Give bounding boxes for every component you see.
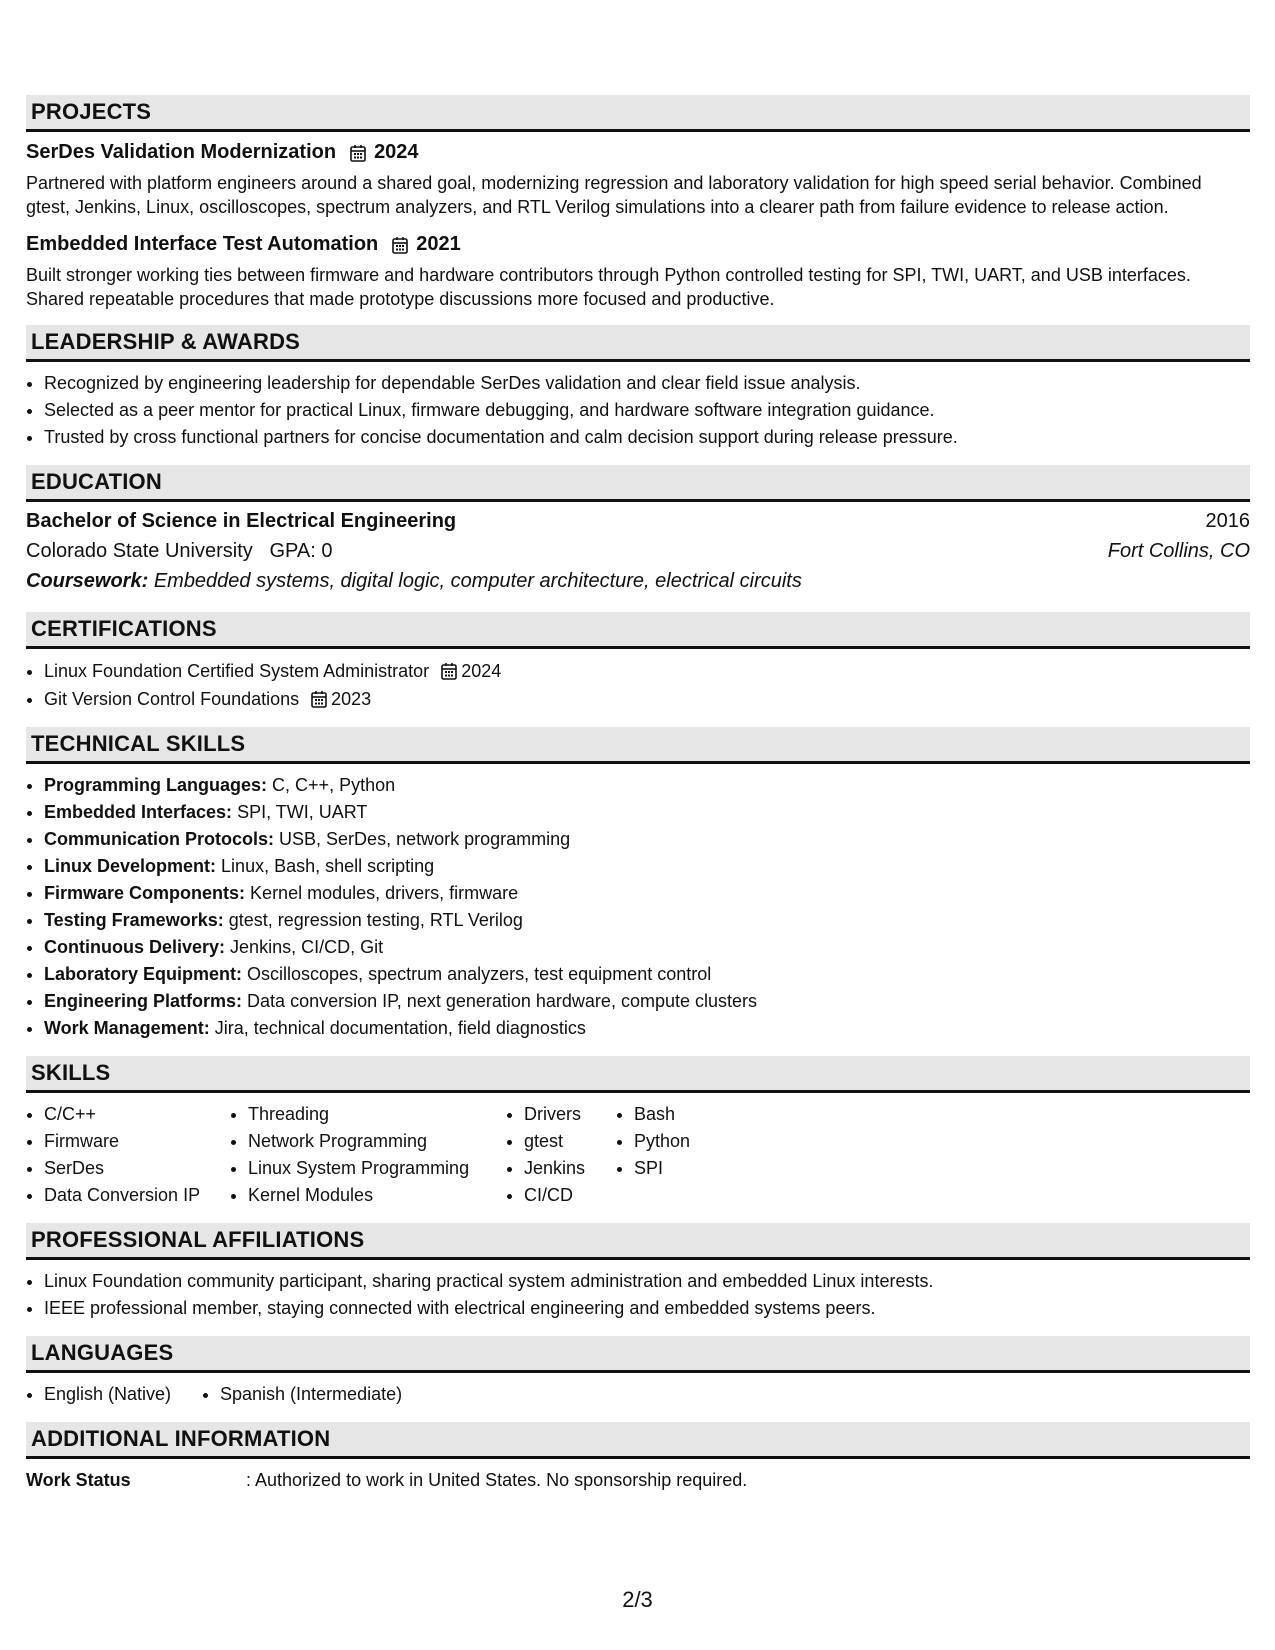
certification-name: • Git Version Control Foundations bbox=[44, 689, 300, 709]
section-heading-projects: PROJECTS bbox=[26, 95, 1250, 132]
list-item: • English (Native) bbox=[44, 1381, 202, 1408]
list-item: • Continuous Delivery: Jenkins, CI/CD, Git bbox=[44, 934, 1250, 961]
list-item: • Bash bbox=[634, 1101, 690, 1128]
list-item: • Engineering Platforms: Data conversion IP, next generation hardware, compute clusters bbox=[44, 988, 1250, 1015]
list-item: • Linux Development: Linux, Bash, shell scripting bbox=[44, 853, 1250, 880]
resume-page bbox=[26, 95, 1250, 1494]
education-entry bbox=[26, 506, 1250, 596]
project-description: Built stronger working ties between firmware and hardware contributors through Python controlled testing for SPI, TWI, UART, and USB interfaces. Shared repeatable procedures that made prototype discussions more focused and productive. bbox=[26, 265, 1191, 309]
section-heading-certifications: CERTIFICATIONS bbox=[26, 612, 1250, 649]
skills-grid bbox=[26, 1101, 1250, 1209]
certification-year: 2024 bbox=[461, 661, 502, 681]
section-heading-skills: SKILLS bbox=[26, 1056, 1250, 1093]
work-status-label: Work Status bbox=[26, 1470, 131, 1490]
languages-list bbox=[26, 1381, 1250, 1408]
work-status-row bbox=[26, 1467, 1250, 1494]
project-title: Embedded Interface Test Automation bbox=[26, 233, 379, 255]
list-item: • CI/CD bbox=[524, 1182, 616, 1209]
project-description: Partnered with platform engineers around a shared goal, modernizing regression and laboratory validation for high speed serial behavior. Combined gtest, Jenkins, Linux, oscilloscopes, spectrum analyzers, and RTL Verilog simulations into a clearer path from failure evidence to release action. bbox=[26, 173, 1202, 217]
list-item: • Threading bbox=[248, 1101, 506, 1128]
section-heading-affiliations: PROFESSIONAL AFFILIATIONS bbox=[26, 1223, 1250, 1260]
coursework: Embedded systems, digital logic, computer architecture, electrical circuits bbox=[153, 570, 802, 592]
section-heading-additional-information: ADDITIONAL INFORMATION bbox=[26, 1422, 1250, 1459]
section-heading-languages: LANGUAGES bbox=[26, 1336, 1250, 1373]
list-item: • Work Management: Jira, technical documentation, field diagnostics bbox=[44, 1015, 1250, 1042]
coursework-label: Coursework: bbox=[26, 570, 149, 592]
project-item bbox=[26, 141, 1250, 219]
list-item: • Python bbox=[634, 1128, 690, 1155]
calendar-icon bbox=[311, 690, 327, 708]
skills-column bbox=[230, 1101, 506, 1209]
page-number: 2/3 bbox=[622, 1587, 653, 1612]
skills-column bbox=[616, 1101, 690, 1209]
list-item: • Trusted by cross functional partners for concise documentation and calm decision support during release pressure. bbox=[44, 424, 1250, 451]
list-item bbox=[44, 657, 1250, 685]
list-item: • Linux System Programming bbox=[248, 1155, 506, 1182]
certification-year: 2023 bbox=[331, 689, 372, 709]
list-item: • Spanish (Intermediate) bbox=[220, 1381, 402, 1408]
list-item: • gtest bbox=[524, 1128, 616, 1155]
calendar-icon bbox=[392, 236, 408, 254]
list-item: • Embedded Interfaces: SPI, TWI, UART bbox=[44, 799, 1250, 826]
gpa: GPA: 0 bbox=[269, 540, 333, 562]
leadership-list bbox=[26, 370, 1250, 451]
list-item: • Firmware bbox=[44, 1128, 230, 1155]
school-name: Colorado State University bbox=[26, 540, 253, 562]
section-heading-leadership: LEADERSHIP & AWARDS bbox=[26, 325, 1250, 362]
list-item: • Drivers bbox=[524, 1101, 616, 1128]
skills-column bbox=[26, 1101, 230, 1209]
list-item: • Network Programming bbox=[248, 1128, 506, 1155]
list-item: • C/C++ bbox=[44, 1101, 230, 1128]
list-item: • Programming Languages: C, C++, Python bbox=[44, 772, 1250, 799]
work-status-value: : Authorized to work in United States. No sponsorship required. bbox=[246, 1470, 748, 1490]
list-item: • SerDes bbox=[44, 1155, 230, 1182]
list-item: • Linux Foundation community participant, sharing practical system administration and embedded Linux interests. bbox=[44, 1268, 1250, 1295]
list-item: • Jenkins bbox=[524, 1155, 616, 1182]
affiliations-list bbox=[26, 1268, 1250, 1322]
project-item bbox=[26, 233, 1250, 311]
certification-list bbox=[26, 657, 1250, 713]
certification-name: • Linux Foundation Certified System Administrator bbox=[44, 661, 430, 681]
technical-skills-list bbox=[26, 772, 1250, 1042]
project-title: SerDes Validation Modernization bbox=[26, 141, 337, 163]
list-item: • Recognized by engineering leadership for dependable SerDes validation and clear field issue analysis. bbox=[44, 370, 1250, 397]
calendar-icon bbox=[441, 662, 457, 680]
list-item: • Firmware Components: Kernel modules, drivers, firmware bbox=[44, 880, 1250, 907]
graduation-year: 2016 bbox=[1205, 510, 1250, 532]
list-item: • Testing Frameworks: gtest, regression testing, RTL Verilog bbox=[44, 907, 1250, 934]
list-item: • Selected as a peer mentor for practical Linux, firmware debugging, and hardware software integration guidance. bbox=[44, 397, 1250, 424]
list-item: • Data Conversion IP bbox=[44, 1182, 230, 1209]
section-heading-technical-skills: TECHNICAL SKILLS bbox=[26, 727, 1250, 764]
skills-column bbox=[506, 1101, 616, 1209]
list-item: • Communication Protocols: USB, SerDes, network programming bbox=[44, 826, 1250, 853]
list-item: • IEEE professional member, staying connected with electrical engineering and embedded systems peers. bbox=[44, 1295, 1250, 1322]
project-year: 2021 bbox=[416, 233, 461, 255]
degree: Bachelor of Science in Electrical Engineering bbox=[26, 510, 457, 532]
list-item: • Kernel Modules bbox=[248, 1182, 506, 1209]
section-heading-education: EDUCATION bbox=[26, 465, 1250, 502]
school-location: Fort Collins, CO bbox=[1107, 540, 1250, 562]
list-item: • Laboratory Equipment: Oscilloscopes, spectrum analyzers, test equipment control bbox=[44, 961, 1250, 988]
list-item: • SPI bbox=[634, 1155, 690, 1182]
project-year: 2024 bbox=[374, 141, 419, 163]
list-item bbox=[44, 685, 1250, 713]
calendar-icon bbox=[350, 144, 366, 162]
